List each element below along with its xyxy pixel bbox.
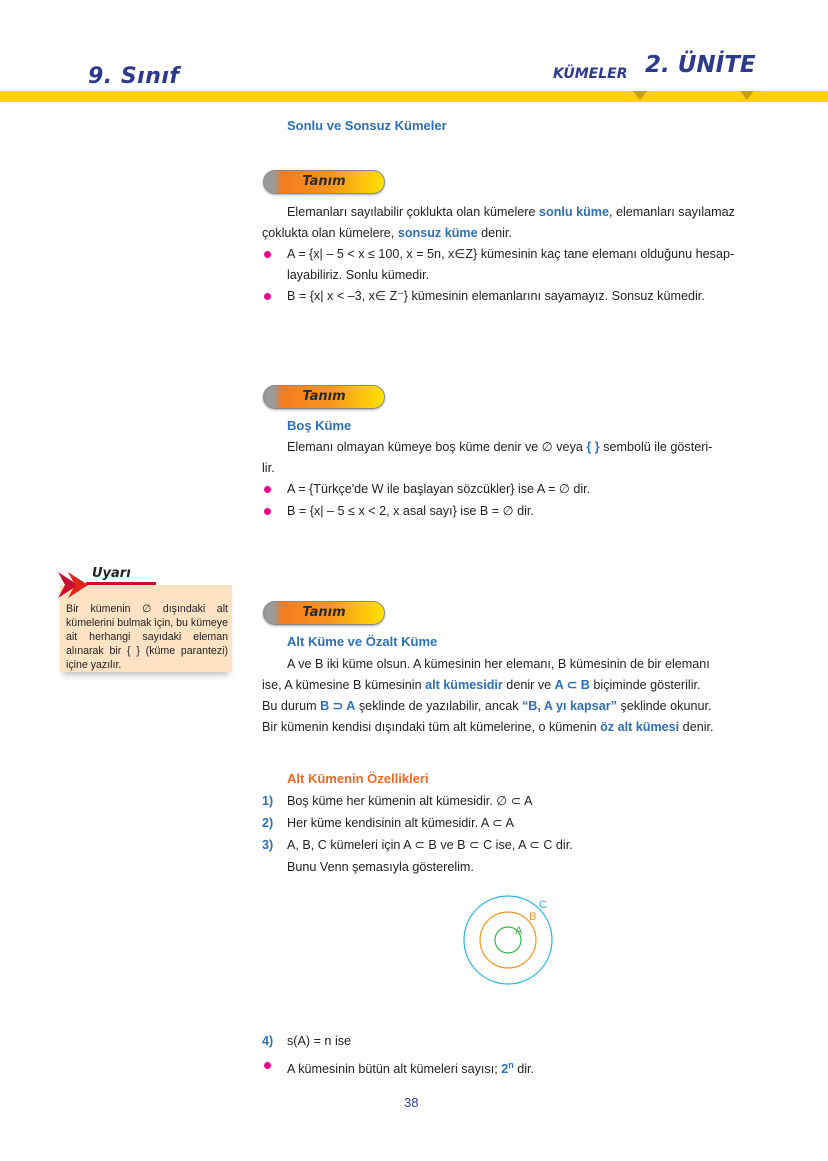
- power-exponent: n: [508, 1060, 514, 1070]
- text-run: denir ve: [502, 678, 555, 692]
- bullet-text: A = {x| – 5 < x ≤ 100, x = 5n, x∈Z} kümesinin kaç tane elemanı olduğunu hesap-: [287, 247, 735, 261]
- topic-label: KÜMELER: [553, 66, 628, 82]
- warning-title: Uyarı: [92, 566, 131, 581]
- item-number: 4): [262, 1034, 274, 1048]
- bullet-text: B = {x| x < –3, x∈ Z⁻} kümesinin elemanlarını sayamayız. Sonsuz kümedir.: [287, 289, 705, 303]
- item-number: 3): [262, 838, 274, 852]
- bullet-icon: [264, 251, 271, 258]
- text-run: biçiminde gösterilir.: [589, 678, 701, 692]
- text-run: , elemanları sayılamaz: [608, 205, 735, 219]
- grade-label: 9. Sınıf: [88, 64, 180, 89]
- section-title-empty-set: Boş Küme: [287, 418, 352, 433]
- definition-badge-label: Tanım: [302, 605, 346, 620]
- paragraph-line: [287, 202, 757, 223]
- section-title-finite-infinite: Sonlu ve Sonsuz Kümeler: [287, 118, 447, 133]
- item-text: Boş küme her kümenin alt kümesidir. ∅ ⊂ A: [287, 794, 533, 808]
- text-run: ise, A kümesine B kümesinin: [262, 678, 426, 692]
- venn-diagram: [455, 893, 565, 993]
- venn-label-a: A: [515, 925, 523, 937]
- text-run: şeklinde de yazılabilir, ancak: [355, 699, 522, 713]
- definition-badge: [263, 601, 385, 625]
- item-text: Her küme kendisinin alt kümesidir. A ⊂ A: [287, 816, 514, 830]
- term-subset: alt kümesidir: [425, 678, 503, 692]
- superset-notation: B ⊃ A: [320, 699, 356, 713]
- paragraph-line: [287, 437, 757, 458]
- properties-title: Alt Kümenin Özellikleri: [287, 771, 429, 786]
- paragraph-line: lir.: [262, 461, 275, 475]
- paragraph-line: [262, 223, 757, 244]
- bullet-icon: [264, 1062, 271, 1069]
- venn-label-b: B: [529, 911, 537, 923]
- text-run: sembolü ile gösteri-: [599, 440, 713, 454]
- page-number: 38: [404, 1095, 419, 1110]
- warning-text: Bir kümenin ∅ dışındaki alt kümelerini bulmak için, bu kümeye ait herhangi sayıdaki eleman alınarak bir { } (küme parantezi) içine yazılır.: [66, 603, 228, 671]
- reading-phrase: “B, A yı kapsar”: [522, 699, 617, 713]
- text-run: Elemanı olmayan kümeye boş küme denir ve ∅ veya: [287, 440, 587, 454]
- section-title-subset: Alt Küme ve Özalt Küme: [287, 634, 438, 649]
- paragraph-line: A ve B iki küme olsun. A kümesinin her elemanı, B kümesinin de bir elemanı: [287, 657, 710, 671]
- definition-badge: [263, 385, 385, 409]
- text-run: denir.: [679, 720, 714, 734]
- power-base: 2: [501, 1062, 509, 1077]
- item-text: A, B, C kümeleri için A ⊂ B ve B ⊂ C ise, A ⊂ C dir.: [287, 838, 573, 852]
- text-run: şeklinde okunur.: [616, 699, 712, 713]
- bullet-text: A = {Türkçe'de W ile başlayan sözcükler} ise A = ∅ dir.: [287, 482, 591, 496]
- text-run: Elemanları sayılabilir çoklukta olan kümelere: [287, 205, 539, 219]
- venn-circle-b: [480, 912, 536, 968]
- tab-corner-right-icon: [740, 91, 754, 100]
- definition-badge-label: Tanım: [302, 389, 346, 404]
- item-number: 2): [262, 816, 274, 830]
- item-text: s(A) = n ise: [287, 1034, 352, 1048]
- header-band: [0, 91, 828, 102]
- text-run: Bu durum: [262, 699, 321, 713]
- term-infinite-set: sonsuz küme: [397, 226, 478, 240]
- empty-set-braces: { }: [586, 440, 600, 454]
- text-run: denir.: [477, 226, 512, 240]
- definition-badge-label: Tanım: [302, 174, 346, 189]
- venn-label-c: C: [539, 899, 547, 911]
- definition-badge: [263, 170, 385, 194]
- term-finite-set: sonlu küme: [539, 205, 609, 219]
- text-run: Bir kümenin kendisi dışındaki tüm alt kümelerine, o kümenin: [262, 720, 601, 734]
- bullet-icon: [264, 486, 271, 493]
- text-run: A kümesinin bütün alt kümeleri sayısı;: [287, 1062, 502, 1077]
- paragraph-line: [262, 717, 757, 738]
- paragraph-line: [262, 675, 757, 696]
- unit-title: 2. ÜNİTE: [645, 52, 756, 78]
- bullet-text: [287, 1055, 534, 1080]
- text-run: dir.: [513, 1062, 535, 1077]
- subset-notation: A ⊂ B: [554, 678, 590, 692]
- bullet-icon: [264, 293, 271, 300]
- term-proper-subset: öz alt kümesi: [600, 720, 680, 734]
- venn-intro: Bunu Venn şemasıyla gösterelim.: [287, 860, 474, 874]
- item-number: 1): [262, 794, 274, 808]
- tab-corner-left-icon: [633, 91, 647, 100]
- text-run: çoklukta olan kümelere,: [262, 226, 398, 240]
- bullet-icon: [264, 508, 271, 515]
- bullet-text: B = {x| – 5 ≤ x < 2, x asal sayı} ise B = ∅ dir.: [287, 504, 534, 518]
- paragraph-line: [262, 696, 757, 717]
- bullet-text-continued: layabiliriz. Sonlu kümedir.: [287, 268, 430, 282]
